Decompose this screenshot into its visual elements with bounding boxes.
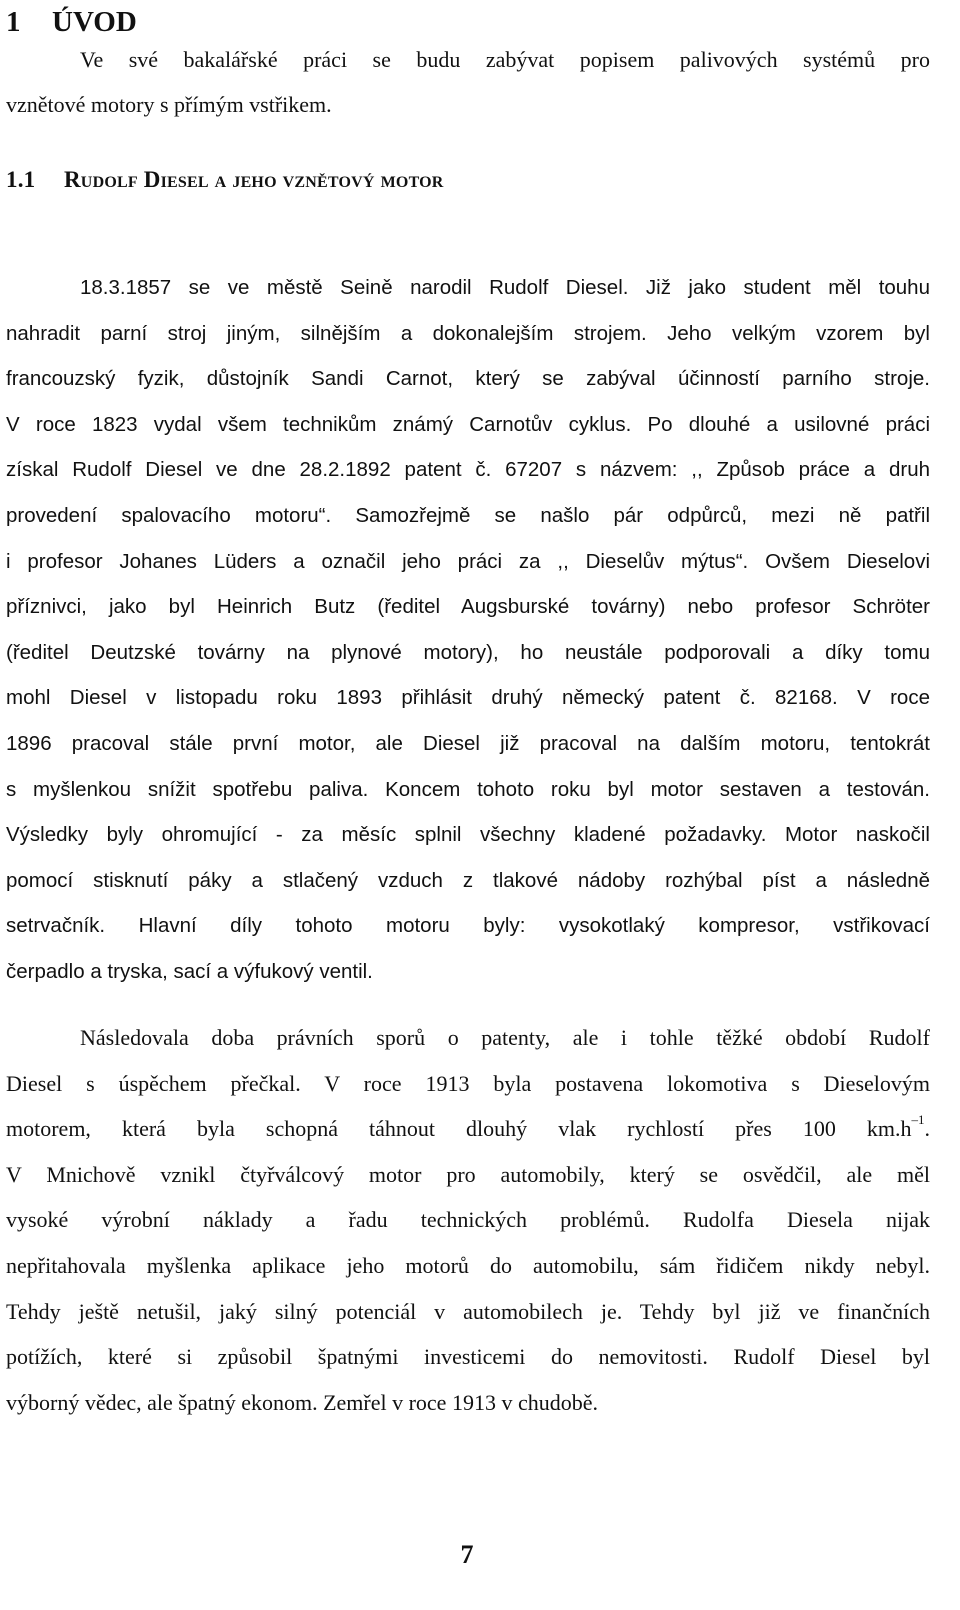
paragraph-diesel-history — [6, 265, 930, 995]
paragraph-line: získal Rudolf Diesel ve dne 28.2.1892 patent č. 67207 s názvem: ,, Způsob práce a druh — [6, 458, 930, 482]
paragraph-line: 18.3.1857 se ve městě Seině narodil Rudolf Diesel. Již jako student měl touhu — [80, 276, 930, 299]
paragraph-line: nepřitahovala myšlenka aplikace jeho motorů do automobilu, sám řidičem nikdy nebyl. — [6, 1252, 930, 1278]
chapter-title: ÚVOD — [52, 6, 137, 38]
paragraph-line: Výsledky byly ohromující - za měsíc splnil všechny kladené požadavky. Motor naskočil — [6, 823, 930, 847]
section-number: 1.1 — [6, 167, 36, 192]
paragraph-line: setrvačník. Hlavní díly tohoto motoru byly: vysokotlaký kompresor, vstřikovací — [6, 914, 930, 938]
page-number: 7 — [460, 1540, 474, 1569]
chapter-number: 1 — [6, 6, 21, 38]
section-title: Rudolf Diesel a jeho vznětový motor — [64, 167, 444, 192]
paragraph-line: potížích, které si způsobil špatnými investicemi do nemovitosti. Rudolf Diesel byl — [6, 1344, 930, 1370]
paragraph-line: pomocí stisknutí páky a stlačený vzduch z tlakové nádoby rozhýbal píst a následně — [6, 868, 930, 892]
paragraph-line: vysoké výrobní náklady a řadu technických problémů. Rudolfa Diesela nijak — [6, 1207, 930, 1233]
paragraph-line: výborný vědec, ale špatný ekonom. Zemřel v roce 1913 v chudobě. — [6, 1389, 598, 1415]
paragraph-line: mohl Diesel v listopadu roku 1893 přihlásit druhý německý patent č. 82168. V roce — [6, 686, 930, 710]
paragraph-line: nahradit parní stroj jiným, silnějším a dokonalejším strojem. Jeho velkým vzorem byl — [6, 321, 930, 345]
chapter-heading — [6, 4, 137, 40]
paragraph-line: i profesor Johanes Lüders a označil jeho práci za ,, Dieselův mýtus“. Ovšem Dieselovi — [6, 549, 930, 573]
paragraph-line: provedení spalovacího motoru“. Samozřejmě se našlo pár odpůrců, mezi ně patřil — [6, 503, 930, 527]
paragraph-line: francouzský fyzik, důstojník Sandi Carnot, který se zabýval účinností parního stroje. — [6, 367, 930, 391]
paragraph-line: Diesel s úspěchem přečkal. V roce 1913 byla postavena lokomotiva s Dieselovým — [6, 1070, 930, 1096]
intro-line-2: vznětové motory s přímým vstřikem. — [6, 92, 332, 117]
paragraph-line: V Mnichově vznikl čtyřválcový motor pro automobily, který se osvědčil, ale měl — [6, 1161, 930, 1187]
paragraph-line: (ředitel Deutzské továrny na plynové motory), ho neustále podporovali a díky tomu — [6, 640, 930, 664]
paragraph-line: Následovala doba právních sporů o patenty, ale i tohle těžké období Rudolf — [80, 1025, 930, 1050]
paragraph-line: 1896 pracoval stále první motor, ale Diesel již pracoval na dalším motoru, tentokrát — [6, 731, 930, 755]
speed-text: motorem, která byla schopná táhnout dlouhý vlak rychlostí přes 100 km.h — [6, 1116, 912, 1142]
line-end-period: . — [924, 1116, 930, 1142]
paragraph-line: čerpadlo a tryska, sací a výfukový ventil. — [6, 959, 373, 983]
paragraph-line-with-unit — [6, 1106, 930, 1152]
unit-exponent: –1 — [911, 1112, 925, 1128]
paragraph-line: V roce 1823 vydal všem technikům známý Carnotův cyklus. Po dlouhé a usilovné práci — [6, 412, 930, 436]
section-heading — [6, 164, 444, 196]
intro-line-1: Ve své bakalářské práci se budu zabývat popisem palivových systémů pro — [80, 47, 930, 72]
paragraph-line: příznivci, jako byl Heinrich Butz (ředitel Augsburské továrny) nebo profesor Schröter — [6, 595, 930, 619]
paragraph-patents-and-death — [6, 1015, 930, 1425]
paragraph-line: s myšlenkou snížit spotřebu paliva. Koncem tohoto roku byl motor sestaven a testován. — [6, 777, 930, 801]
paragraph-line: Tehdy ještě netušil, jaký silný potenciál v automobilech je. Tehdy byl již ve finančních — [6, 1298, 930, 1324]
